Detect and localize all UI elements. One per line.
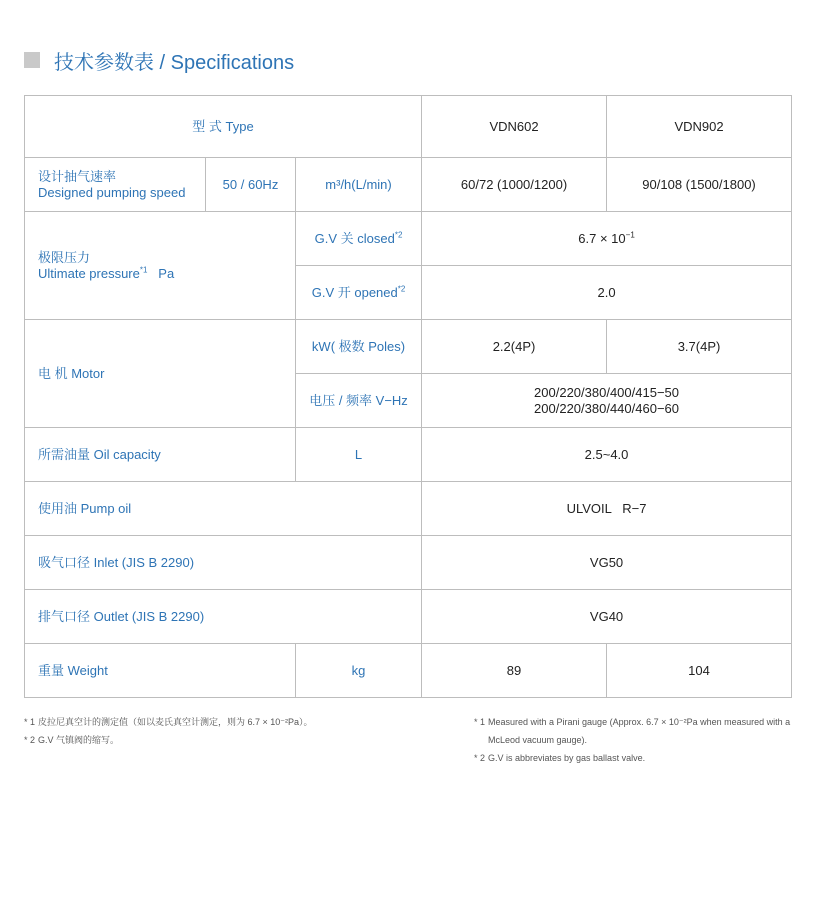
gv-closed-value: $6.7 \times 10^{-1}$ <box>422 212 792 266</box>
oil-capacity-value: 2.5~4.0 <box>422 428 792 482</box>
table-row <box>25 428 792 482</box>
table-row <box>25 536 792 590</box>
model-vdn602-header: VDN602 <box>422 96 607 158</box>
motor-power-vdn902: 3.7(4P) <box>607 320 792 374</box>
pumping-speed-frequency: 50 / 60Hz <box>206 158 296 212</box>
footnote: * 1 皮拉尼真空计的测定值（如以麦氏真空计测定，则为 6.7 × 10⁻²Pa）。 <box>24 717 313 727</box>
pumping-speed-unit: m³/h(L/min) <box>296 158 422 212</box>
weight-vdn602: 89 <box>422 644 607 698</box>
weight-label: 重量 Weight <box>25 644 296 698</box>
ultimate-pressure-label-en: Ultimate pressure$^{*1}$ Pa <box>38 265 175 281</box>
motor-power-vdn602: 2.2(4P) <box>422 320 607 374</box>
table-row <box>25 96 792 158</box>
ultimate-pressure-label-cn: 极限压力 <box>38 249 91 265</box>
pumping-speed-label <box>25 158 206 212</box>
table-row <box>25 320 792 374</box>
motor-power-label: kW( 极数 Poles) <box>296 320 422 374</box>
gv-opened-label: G.V 开 opened$^{*2}$ <box>296 266 422 320</box>
pump-oil-value: ULVOIL R−7 <box>422 482 792 536</box>
outlet-value: VG40 <box>422 590 792 644</box>
ultimate-pressure-label <box>25 212 296 320</box>
motor-voltage-value <box>422 374 792 428</box>
table-row <box>25 212 792 266</box>
section-heading <box>24 46 294 74</box>
motor-label: 电 机 Motor <box>25 320 296 428</box>
oil-capacity-label: 所需油量 Oil capacity <box>25 428 296 482</box>
motor-voltage-label: 电压 / 频率 V−Hz <box>296 374 422 428</box>
weight-vdn902: 104 <box>607 644 792 698</box>
footnotes-en <box>474 713 804 767</box>
outlet-label: 排气口径 Outlet (JIS B 2290) <box>25 590 422 644</box>
motor-voltage-line2: 200/220/380/440/460−60 <box>534 400 679 416</box>
pumping-speed-vdn902: 90/108 (1500/1800) <box>607 158 792 212</box>
footnote: * 2 G.V is abbreviates by gas ballast valve. <box>474 753 646 763</box>
oil-capacity-unit: L <box>296 428 422 482</box>
inlet-label: 吸气口径 Inlet (JIS B 2290) <box>25 536 422 590</box>
footnotes-cn <box>24 713 444 749</box>
footnote: * 2 G.V 气镇阀的缩写。 <box>24 735 120 745</box>
pumping-speed-label-en: Designed pumping speed <box>38 184 186 200</box>
heading-square-icon <box>24 52 40 68</box>
table-row <box>25 590 792 644</box>
inlet-value: VG50 <box>422 536 792 590</box>
weight-unit: kg <box>296 644 422 698</box>
gv-closed-label: G.V 关 closed$^{*2}$ <box>296 212 422 266</box>
page-title: 技术参数表 / Specifications <box>54 51 295 74</box>
pump-oil-label: 使用油 Pump oil <box>25 482 422 536</box>
table-row <box>25 644 792 698</box>
pumping-speed-vdn602: 60/72 (1000/1200) <box>422 158 607 212</box>
type-header: 型 式 Type <box>25 96 422 158</box>
gv-opened-value: 2.0 <box>422 266 792 320</box>
model-vdn902-header: VDN902 <box>607 96 792 158</box>
specifications-table <box>24 95 792 698</box>
table-row <box>25 482 792 536</box>
pumping-speed-label-cn: 设计抽气速率 <box>38 168 117 184</box>
motor-voltage-line1: 200/220/380/400/415−50 <box>534 384 679 400</box>
footnote: * 1 Measured with a Pirani gauge (Approx. 6.7 × 10⁻²Pa when measured with a McLeod vacuum gauge). <box>474 717 791 745</box>
table-row <box>25 158 792 212</box>
